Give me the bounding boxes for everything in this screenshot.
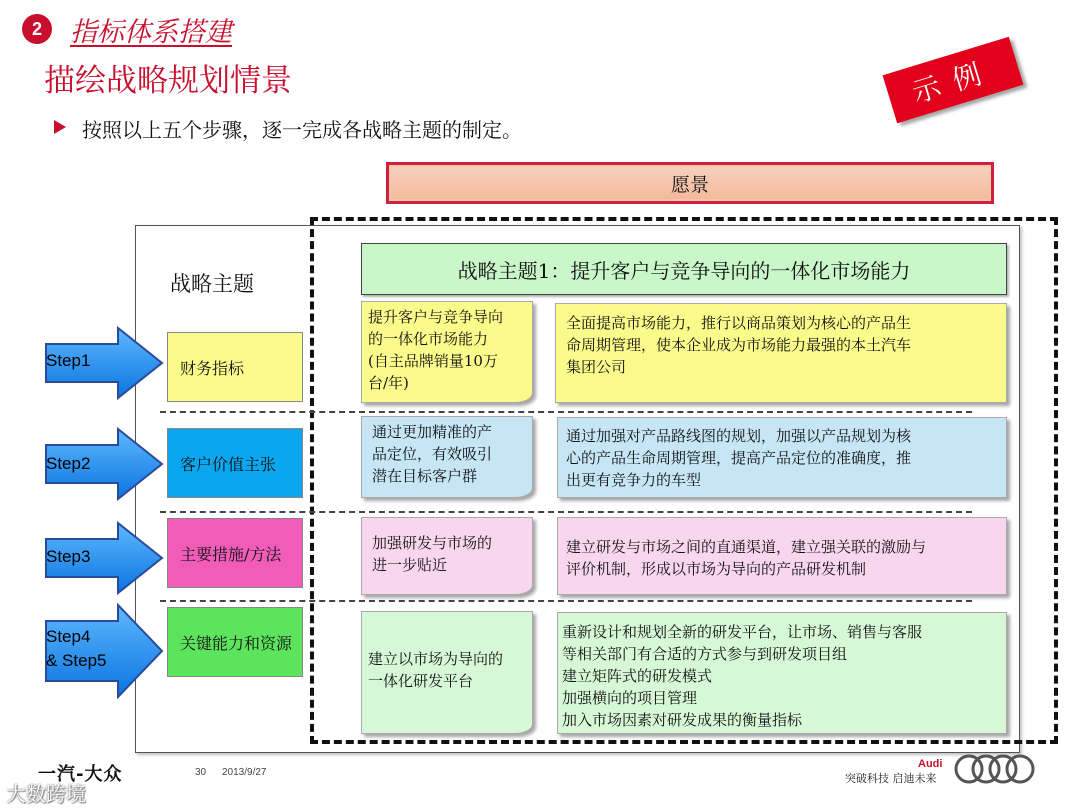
row1-objective-card <box>361 301 533 403</box>
theme-1-box: 战略主题1：提升客户与竞争导向的一体化市场能力 <box>361 243 1007 295</box>
step-label: Step4 <box>46 627 91 646</box>
watermark: 大数跨境 <box>6 782 86 806</box>
card-line: 心的产品生命周期管理，提高产品定位的准确度，推 <box>566 449 912 467</box>
card-line: 通过更加精准的产 <box>372 423 493 441</box>
category-capabilities: 关键能力和资源 <box>167 607 303 677</box>
audi-rings-icon <box>952 752 1038 786</box>
step-label: Step3 <box>46 547 91 566</box>
row2-description-card <box>557 417 1007 498</box>
row4-objective-card <box>361 611 533 734</box>
card-line: 重新设计和规划全新的研发平台，让市场、销售与客服 <box>562 623 923 641</box>
example-stamp-text: 示例 <box>908 53 999 110</box>
row3-description-card <box>557 517 1007 595</box>
card-line: 提升客户与竞争导向 <box>368 308 504 326</box>
example-stamp <box>883 37 1024 123</box>
vision-bar: 愿景 <box>386 162 994 204</box>
row1-description-card <box>555 303 1007 403</box>
card-line: 潜在目标客户群 <box>372 467 478 485</box>
card-line: 通过加强对产品路线图的规划，加强以产品规划为核 <box>566 427 912 445</box>
card-line: 等相关部门有合适的方式参与到研发项目组 <box>562 645 848 663</box>
card-line: 建立矩阵式的研发模式 <box>562 667 713 685</box>
faw-vw-logo: 一汽-大众 <box>38 764 123 785</box>
theme-heading: 战略主题 <box>170 272 254 296</box>
section-number-badge: 2 <box>22 14 52 44</box>
card-line: 评价机制，形成以市场为导向的产品研发机制 <box>566 560 867 578</box>
step-label: Step1 <box>46 351 91 370</box>
card-line: 命周期管理，使本企业成为市场能力最强的本土汽车 <box>566 336 912 354</box>
card-line: 加入市场因素对研发成果的衡量指标 <box>562 711 803 729</box>
step4-5-arrow <box>44 603 164 699</box>
row-divider <box>160 411 972 413</box>
step1-arrow <box>44 326 164 400</box>
category-measures: 主要措施/方法 <box>167 518 303 588</box>
card-line: 建立以市场为导向的 <box>368 650 504 668</box>
card-line: 出更有竞争力的车型 <box>566 471 702 489</box>
section-title: 指标体系搭建 <box>70 17 232 48</box>
card-line: 加强研发与市场的 <box>372 534 493 552</box>
row2-objective-card <box>361 416 533 498</box>
card-line: 品定位，有效吸引 <box>372 445 493 463</box>
card-line: 进一步贴近 <box>372 556 448 574</box>
card-line: 台/年) <box>368 374 409 392</box>
card-line: 建立研发与市场之间的直通渠道，建立强关联的激励与 <box>566 538 927 556</box>
card-line: 一体化研发平台 <box>368 672 474 690</box>
page-title: 描绘战略规划情景 <box>44 63 292 99</box>
slide-date: 2013/9/27 <box>222 767 267 778</box>
card-line: 集团公司 <box>566 358 627 376</box>
page-number: 30 <box>195 767 207 778</box>
card-line: (自主品牌销量10万 <box>368 352 498 370</box>
row4-description-card <box>557 612 1007 734</box>
audi-rings-logo <box>952 752 1038 790</box>
row3-objective-card <box>361 517 533 595</box>
audi-slogan: 突破科技 启迪未来 <box>845 772 937 785</box>
bullet-arrow-icon <box>54 120 66 134</box>
category-financial: 财务指标 <box>167 332 303 402</box>
step2-arrow <box>44 427 164 501</box>
card-line: 全面提高市场能力，推行以商品策划为核心的产品生 <box>566 314 912 332</box>
step3-arrow <box>44 521 164 595</box>
category-customer-value: 客户价值主张 <box>167 428 303 498</box>
row-divider <box>160 511 972 513</box>
instruction-text: 按照以上五个步骤，逐一完成各战略主题的制定。 <box>82 118 522 142</box>
card-line: 加强横向的项目管理 <box>562 689 698 707</box>
step-label: Step2 <box>46 454 91 473</box>
card-line: 的一体化市场能力 <box>368 330 489 348</box>
row-divider <box>160 600 972 602</box>
audi-wordmark: Audi <box>918 758 943 770</box>
step-label: & Step5 <box>46 651 107 670</box>
